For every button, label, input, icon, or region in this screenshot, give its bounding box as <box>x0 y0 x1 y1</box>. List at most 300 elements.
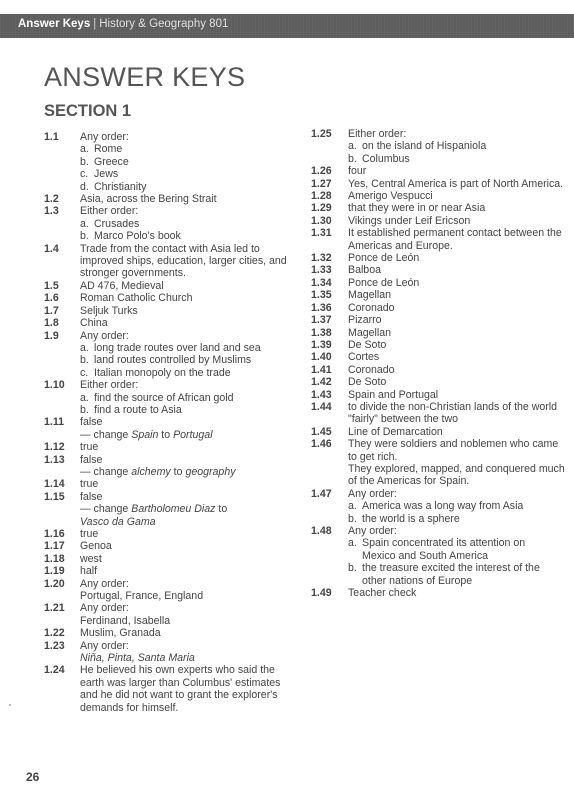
answer-line: It established permanent contact between the <box>348 227 562 240</box>
answer-body <box>80 454 302 479</box>
answer-item <box>311 289 573 301</box>
answer-column-right <box>311 128 573 599</box>
answer-body <box>80 243 302 280</box>
sub-line: Mexico and South America <box>362 549 489 562</box>
answer-body <box>348 302 573 314</box>
sub-letter: b. <box>80 230 89 243</box>
answer-number: 1.41 <box>311 363 332 376</box>
answer-body <box>80 416 302 441</box>
answer-sub-item <box>80 354 302 366</box>
answer-number: 1.7 <box>44 304 59 317</box>
answer-item <box>311 351 573 363</box>
answer-number: 1.23 <box>44 639 65 652</box>
sub-line: long trade routes over land and sea <box>94 341 261 354</box>
sub-text <box>94 143 302 155</box>
answer-line: Any order: <box>348 525 397 537</box>
answer-item <box>311 178 573 190</box>
answer-item <box>311 525 573 587</box>
answer-line: They explored, mapped, and conquered much <box>348 462 565 475</box>
answer-number: 1.28 <box>311 190 332 203</box>
sub-text <box>94 342 302 354</box>
answer-item <box>44 627 302 639</box>
answer-body <box>80 280 302 292</box>
answer-number: 1.10 <box>44 379 65 392</box>
sub-text <box>94 168 302 180</box>
answer-item <box>44 640 302 665</box>
answer-line: demands for himself. <box>80 701 179 714</box>
header-title: Answer Keys <box>18 18 91 30</box>
answer-number: 1.15 <box>44 490 65 503</box>
answer-number: 1.11 <box>44 416 65 429</box>
header-subtitle: History & Geography 801 <box>99 18 229 30</box>
answer-body <box>348 364 573 376</box>
answer-sub-item <box>80 168 302 180</box>
answer-sub-item <box>80 218 302 230</box>
answer-line: Any order: <box>80 602 129 615</box>
answer-body <box>348 401 573 426</box>
answer-body <box>348 289 573 301</box>
answer-line: four <box>348 165 367 178</box>
answer-number: 1.13 <box>44 453 65 466</box>
answer-line: false <box>80 416 103 429</box>
answer-line: He believed his own experts who said the <box>80 664 275 677</box>
sub-line: the world is a sphere <box>362 512 460 525</box>
answer-line: that they were in or near Asia <box>348 202 486 215</box>
answer-line: Any order: <box>80 329 129 342</box>
answer-body <box>348 426 573 438</box>
answer-line: improved ships, education, larger cities, and <box>80 255 287 268</box>
answer-number: 1.29 <box>311 202 332 215</box>
page-number: 26 <box>26 770 40 784</box>
sub-letter: b. <box>80 403 89 416</box>
sub-text <box>94 404 302 416</box>
change-to: Vasco da Gama <box>80 515 156 528</box>
answer-body <box>80 379 302 416</box>
answer-sub-item <box>348 153 573 165</box>
answer-body <box>348 314 573 326</box>
answer-line: Magellan <box>348 326 391 339</box>
answer-line: Cortes <box>348 351 380 364</box>
answer-item <box>44 330 302 380</box>
answer-number: 1.36 <box>311 301 332 314</box>
answer-item <box>311 277 573 289</box>
answer-body <box>348 178 573 190</box>
answer-body <box>80 627 302 639</box>
answer-line: Yes, Central America is part of North America. <box>348 177 564 190</box>
sub-letter: c. <box>80 366 89 379</box>
answer-line: west <box>80 552 102 565</box>
sub-line: Spain concentrated its attention on <box>362 537 526 550</box>
answer-number: 1.47 <box>311 487 332 500</box>
change-to-word: to <box>170 465 186 478</box>
answer-number: 1.19 <box>44 565 65 578</box>
answer-line: Portugal, France, England <box>80 590 204 603</box>
answer-line: and he did not want to grant the explorer's <box>80 689 278 702</box>
sub-line: America was a long way from Asia <box>362 500 524 513</box>
sub-text <box>94 354 302 366</box>
sub-letter: a. <box>80 341 89 354</box>
answer-sub-item <box>80 392 302 404</box>
sub-letter: d. <box>80 180 89 193</box>
sub-letter: b. <box>80 354 89 367</box>
answer-item <box>311 401 573 426</box>
answer-number: 1.26 <box>311 165 332 178</box>
change-prefix: — change <box>80 465 132 478</box>
answer-number: 1.46 <box>311 438 332 451</box>
answer-body <box>80 640 302 665</box>
answer-sub-item <box>80 342 302 354</box>
sub-line: find the source of African gold <box>94 391 234 404</box>
answer-body <box>80 553 302 565</box>
answer-line: Pizarro <box>348 314 382 327</box>
answer-line: Either order: <box>80 205 139 218</box>
change-line <box>80 503 302 515</box>
sub-line: Columbus <box>362 152 410 165</box>
answer-item <box>44 540 302 552</box>
answer-sub-item <box>80 143 302 155</box>
answer-number: 1.35 <box>311 289 332 302</box>
answer-body <box>80 441 302 453</box>
answer-number: 1.33 <box>311 264 332 277</box>
answer-item <box>311 327 573 339</box>
answer-sub-item <box>80 367 302 379</box>
answer-sub-item <box>348 140 573 152</box>
answer-item <box>44 193 302 205</box>
answer-sub-item <box>80 404 302 416</box>
answer-line: Any order: <box>80 639 129 652</box>
answer-line: "fairly" between the two <box>348 413 458 426</box>
answer-line: Coronado <box>348 363 395 376</box>
answer-item <box>44 478 302 490</box>
answer-line: Magellan <box>348 289 391 302</box>
answer-item <box>311 438 573 488</box>
answer-item <box>44 305 302 317</box>
sub-text <box>94 392 302 404</box>
section-title: SECTION 1 <box>44 102 132 120</box>
answer-item <box>311 389 573 401</box>
answer-body <box>348 488 573 525</box>
answer-sub-item <box>348 562 573 587</box>
answer-item <box>311 426 573 438</box>
sub-text <box>362 562 573 587</box>
sub-line: Marco Polo's book <box>94 230 181 243</box>
answer-item <box>44 280 302 292</box>
answer-item <box>44 553 302 565</box>
answer-body <box>348 215 573 227</box>
sub-letter: a. <box>80 217 89 230</box>
answer-body <box>348 327 573 339</box>
answer-line: De Soto <box>348 338 387 351</box>
sub-line: find a route to Asia <box>94 403 182 416</box>
answer-line: Ferdinand, Isabella <box>80 614 171 627</box>
answer-line: China <box>80 317 108 330</box>
answer-item <box>311 488 573 525</box>
sub-line: Christianity <box>94 180 147 193</box>
answer-number: 1.16 <box>44 528 65 540</box>
answer-line: Ponce de León <box>348 276 420 289</box>
answer-line: to divide the non-Christian lands of the world <box>348 400 558 413</box>
answer-item <box>44 454 302 479</box>
answer-line: Balboa <box>348 264 381 277</box>
sub-line: other nations of Europe <box>362 574 473 587</box>
answer-number: 1.2 <box>44 193 59 206</box>
answer-line: earth was larger than Columbus' estimates <box>80 676 281 689</box>
answer-number: 1.42 <box>311 376 332 389</box>
answer-item <box>311 376 573 388</box>
sub-line: Crusades <box>94 217 140 230</box>
answer-line: Either order: <box>348 128 407 140</box>
sub-line: Rome <box>94 143 123 156</box>
answer-body <box>80 664 302 714</box>
answer-number: 1.21 <box>44 602 65 615</box>
answer-item <box>311 227 573 252</box>
change-to-word: to <box>215 503 228 516</box>
answer-line: Any order: <box>348 487 397 500</box>
answer-body <box>348 190 573 202</box>
answer-number: 1.4 <box>44 242 59 255</box>
answer-body <box>348 339 573 351</box>
change-line <box>80 429 302 441</box>
answer-body <box>80 578 302 603</box>
answer-item <box>44 317 302 329</box>
answer-line: to get rich. <box>348 450 398 463</box>
answer-line: half <box>80 565 98 578</box>
answer-number: 1.6 <box>44 292 59 305</box>
answer-body <box>348 227 573 252</box>
answer-line: Spain and Portugal <box>348 388 439 401</box>
answer-item <box>44 243 302 280</box>
change-prefix: — change <box>80 428 132 441</box>
answer-number: 1.40 <box>311 351 332 364</box>
answer-body <box>348 351 573 363</box>
sub-letter: a. <box>348 140 357 153</box>
answer-line: Seljuk Turks <box>80 304 138 317</box>
answer-number: 1.25 <box>311 128 332 140</box>
answer-line: Coronado <box>348 301 395 314</box>
answer-line: true <box>80 441 99 454</box>
answer-line: Amerigo Vespucci <box>348 190 433 203</box>
sub-line: on the island of Hispaniola <box>362 140 487 153</box>
answer-line: Muslim, Granada <box>80 627 161 640</box>
answer-body <box>80 602 302 627</box>
sub-letter: b. <box>80 155 89 168</box>
answer-line: of the Americas for Spain. <box>348 475 470 488</box>
answer-line: false <box>80 453 103 466</box>
answer-item <box>44 441 302 453</box>
sub-line: the treasure excited the interest of the <box>362 562 540 575</box>
page-title: ANSWER KEYS <box>44 62 246 92</box>
answer-item <box>44 664 302 714</box>
answer-item <box>44 578 302 603</box>
answer-body <box>80 478 302 490</box>
answer-sub-item <box>348 537 573 562</box>
answer-item <box>44 416 302 441</box>
answer-item <box>44 131 302 193</box>
sub-text <box>362 513 573 525</box>
answer-sub-item <box>348 500 573 512</box>
sub-text <box>94 156 302 168</box>
answer-number: 1.44 <box>311 400 332 413</box>
answer-body <box>80 305 302 317</box>
answer-number: 1.49 <box>311 587 332 600</box>
answer-body <box>348 438 573 488</box>
answer-line: Ponce de León <box>348 252 420 265</box>
answer-body <box>348 264 573 276</box>
answer-item <box>311 302 573 314</box>
sub-letter: b. <box>348 152 357 165</box>
answer-body <box>80 330 302 380</box>
sub-letter: b. <box>348 562 357 575</box>
change-to: Portugal <box>173 428 213 441</box>
answer-line: AD 476, Medieval <box>80 279 164 292</box>
sub-text <box>94 181 302 193</box>
answer-item <box>44 602 302 627</box>
answer-number: 1.9 <box>44 329 59 342</box>
answer-item <box>311 339 573 351</box>
answer-sub-item <box>80 181 302 193</box>
answer-number: 1.39 <box>311 338 332 351</box>
answer-body <box>80 193 302 205</box>
answer-line: Roman Catholic Church <box>80 292 193 305</box>
answer-body <box>348 376 573 388</box>
answer-number: 1.34 <box>311 276 332 289</box>
answer-number: 1.45 <box>311 425 332 438</box>
sub-letter: a. <box>80 143 89 156</box>
sub-text <box>362 153 573 165</box>
sub-text <box>362 537 573 562</box>
answer-line: Either order: <box>80 379 139 392</box>
answer-italic-line: Niña, Pinta, Santa Maria <box>80 652 195 665</box>
answer-item <box>311 264 573 276</box>
answer-item <box>311 364 573 376</box>
answer-item <box>44 528 302 540</box>
sub-line: Italian monopoly on the trade <box>94 366 231 379</box>
margin-mark <box>9 704 11 706</box>
answer-item <box>44 292 302 304</box>
answer-item <box>311 190 573 202</box>
answer-item <box>311 128 573 165</box>
change-line <box>80 466 302 478</box>
answer-number: 1.1 <box>44 131 59 143</box>
answer-line: true <box>80 528 99 540</box>
answer-number: 1.38 <box>311 326 332 339</box>
sub-letter: b. <box>348 512 357 525</box>
sub-letter: a. <box>348 537 357 550</box>
sub-text <box>362 140 573 152</box>
answer-number: 1.3 <box>44 205 59 218</box>
answer-item <box>311 215 573 227</box>
answer-body <box>348 165 573 177</box>
answer-number: 1.43 <box>311 388 332 401</box>
answer-number: 1.27 <box>311 177 332 190</box>
sub-line: Jews <box>94 168 119 181</box>
answer-number: 1.30 <box>311 214 332 227</box>
sub-letter: a. <box>80 391 89 404</box>
answer-number: 1.22 <box>44 627 65 640</box>
answer-item <box>311 202 573 214</box>
change-from: Bartholomeu Diaz <box>131 503 216 516</box>
answer-line: They were soldiers and noblemen who came <box>348 438 559 451</box>
answer-line: De Soto <box>348 376 387 389</box>
answer-body <box>348 202 573 214</box>
answer-body <box>348 525 573 587</box>
answer-body <box>348 277 573 289</box>
answer-number: 1.18 <box>44 552 65 565</box>
answer-line: Line of Demarcation <box>348 425 443 438</box>
answer-body <box>348 587 573 599</box>
answer-number: 1.17 <box>44 540 65 553</box>
sub-line: Greece <box>94 155 129 168</box>
answer-number: 1.32 <box>311 252 332 265</box>
answer-number: 1.48 <box>311 525 332 537</box>
answer-body <box>80 528 302 540</box>
answer-line: Trade from the contact with Asia led to <box>80 242 260 255</box>
sub-letter: c. <box>80 168 89 181</box>
answer-body <box>348 128 573 165</box>
change-to-word: to <box>158 428 174 441</box>
answer-line: stronger governments. <box>80 267 186 280</box>
answer-number: 1.8 <box>44 317 59 330</box>
answer-body <box>80 317 302 329</box>
sub-text <box>94 218 302 230</box>
answer-body <box>80 292 302 304</box>
header-separator: | <box>93 18 97 30</box>
answer-body <box>348 389 573 401</box>
sub-letter: a. <box>348 500 357 513</box>
answer-number: 1.12 <box>44 441 65 454</box>
answer-item <box>44 491 302 528</box>
answer-line: true <box>80 478 99 491</box>
answer-line: false <box>80 490 103 503</box>
answer-item <box>311 314 573 326</box>
answer-number: 1.20 <box>44 577 65 590</box>
answer-line: Any order: <box>80 131 129 143</box>
change-prefix: — change <box>80 503 132 516</box>
answer-item <box>311 165 573 177</box>
answer-line: Asia, across the Bering Strait <box>80 193 217 206</box>
answer-line: Genoa <box>80 540 112 553</box>
answer-sub-item <box>80 230 302 242</box>
answer-number: 1.24 <box>44 664 65 677</box>
answer-number: 1.31 <box>311 227 332 240</box>
change-from: Spain <box>131 428 159 441</box>
answer-line: Teacher check <box>348 587 417 600</box>
answer-body <box>348 252 573 264</box>
sub-text <box>362 500 573 512</box>
answer-number: 1.5 <box>44 279 59 292</box>
sub-text <box>94 230 302 242</box>
answer-line: Vikings under Leif Ericson <box>348 214 471 227</box>
answer-item <box>44 565 302 577</box>
sub-text <box>94 367 302 379</box>
answer-item <box>311 587 573 599</box>
answer-number: 1.14 <box>44 478 65 491</box>
change-to: geography <box>185 465 236 478</box>
answer-line: Americas and Europe. <box>348 239 453 252</box>
answer-body <box>80 131 302 193</box>
header-text <box>18 18 228 30</box>
answer-body <box>80 491 302 528</box>
answer-body <box>80 205 302 242</box>
answer-item <box>311 252 573 264</box>
change-from: alchemy <box>131 465 171 478</box>
header-bar <box>0 14 574 38</box>
answer-item <box>44 379 302 416</box>
answer-column-left <box>44 131 302 714</box>
answer-line: Any order: <box>80 577 129 590</box>
sub-line: land routes controlled by Muslims <box>94 354 252 367</box>
answer-number: 1.37 <box>311 314 332 327</box>
